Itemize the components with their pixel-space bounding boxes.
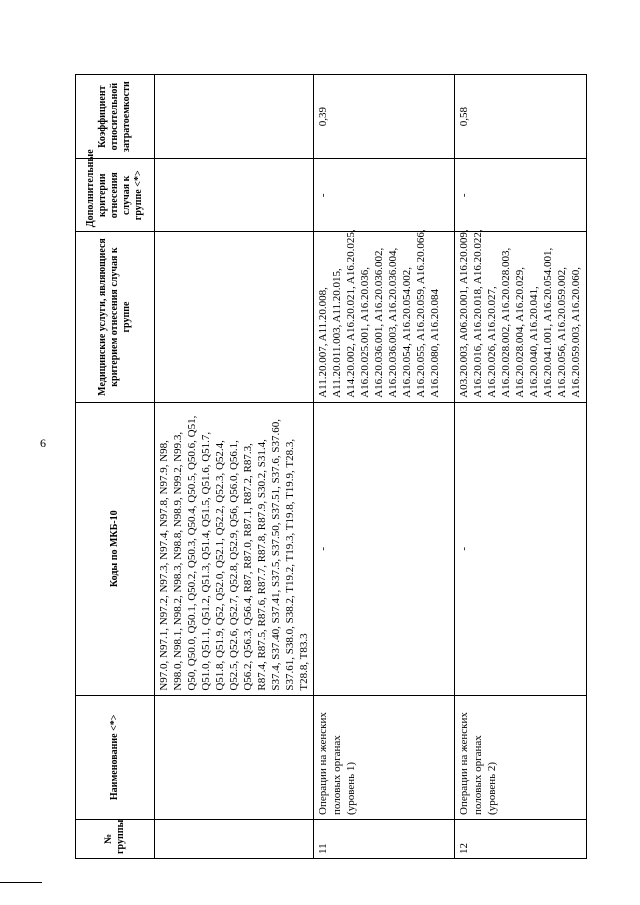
footnote-separator	[0, 882, 42, 883]
service-line: A16.20.036.003, A16.20.036.004,	[387, 247, 399, 398]
mkb-line: Q56.2, Q56.3, Q56.4, R87, R87.0, R87.1, R87.2, R87.3,	[242, 443, 254, 691]
row-extra-criteria	[155, 159, 314, 232]
service-line: A16.20.041.001, A16.20.054.001,	[542, 247, 554, 398]
mkb-line: Q52.5, Q52.6, Q52.7, Q52.8, Q52.9, Q56, Q56.0, Q56.1,	[228, 440, 240, 691]
header-medical-services: Медицинские услуги, являющиеся критерием отнесения случая к группе	[76, 232, 155, 403]
service-line: A16.20.055, A16.20.059, A16.20.066,	[415, 229, 427, 398]
service-line: A16.20.056, A16.20.059.002,	[556, 267, 568, 398]
mkb-line: T28.8, T83.3	[298, 633, 310, 691]
row-number: 12	[455, 819, 587, 858]
ksg-table	[75, 74, 587, 859]
row-name: Операции на женских половых органах (уровень 1)	[314, 695, 455, 819]
mkb-line: N98.0, N98.1, N98.2, N98.3, N98.8, N98.9, N99.2, N99.3,	[172, 431, 184, 691]
service-line: A16.20.016, A16.20.018, A16.20.022,	[472, 229, 484, 398]
row-coefficient	[155, 75, 314, 159]
mkb-line: S37.4, S37.40, S37.41, S37.5, S37.50, S37.51, S37.6, S37.60,	[270, 418, 282, 691]
mkb-line: Q50, Q50.0, Q50.1, Q50.2, Q50.3, Q50.4, Q50.5, Q50.6, Q51,	[186, 415, 198, 691]
row-coefficient: 0,39	[314, 75, 455, 159]
row-number	[155, 819, 314, 858]
row-name: Операции на женских половых органах (уровень 2)	[455, 695, 587, 819]
mkb-line: N97.0, N97.1, N97.2, N97.3, N97.4, N97.8, N97.9, N98,	[158, 440, 170, 691]
mkb-line: -	[317, 546, 329, 551]
page-number: 6	[40, 436, 46, 450]
service-line: A16.20.028.004, A16.20.029,	[514, 267, 526, 398]
service-line: A16.20.040, A16.20.041,	[528, 286, 540, 398]
service-line: A16.20.028.002, A16.20.028.003,	[500, 247, 512, 398]
service-line: A11.20.007, A11.20.008,	[317, 287, 329, 398]
row-mkb-codes	[155, 402, 314, 695]
row-mkb-codes	[455, 402, 587, 695]
mkb-line: S37.61, S38.0, S38.2, T19.2, T19.3, T19.8, T19.9, T28.3,	[284, 438, 296, 691]
mkb-line: -	[458, 546, 470, 551]
header-name: Наименование <*>	[76, 695, 155, 819]
service-line: A11.20.011.003, A11.20.015,	[331, 268, 343, 398]
table-header-row	[76, 75, 155, 859]
table-row	[455, 75, 587, 859]
row-services	[155, 232, 314, 403]
service-line: A16.20.026, A16.20.027,	[486, 286, 498, 398]
table-row	[155, 75, 314, 859]
header-group-number: № группы	[76, 819, 155, 858]
rotated-table-wrapper	[75, 74, 580, 859]
mkb-line: Q51.8, Q51.9, Q52, Q52.0, Q52.1, Q52.2, Q52.3, Q52.4,	[214, 440, 226, 691]
row-mkb-codes	[314, 402, 455, 695]
row-name	[155, 695, 314, 819]
mkb-line: Q51.0, Q51.1, Q51.2, Q51.3, Q51.4, Q51.5, Q51.6, Q51.7,	[200, 431, 212, 691]
service-line: A16.20.025.001, A16.20.036,	[359, 267, 371, 398]
row-coefficient: 0,58	[455, 75, 587, 159]
header-mkb-codes: Коды по МКБ-10	[76, 402, 155, 695]
row-extra-criteria: -	[455, 159, 587, 232]
service-line: A16.20.080, A16.20.084	[429, 289, 441, 398]
service-line: A16.20.054, A16.20.054.002,	[401, 267, 413, 398]
service-line: A14.20.002, A16.20.021, A16.20.025,	[345, 229, 357, 398]
service-line: A03.20.003, A06.20.001, A16.20.009,	[458, 229, 470, 398]
table-row	[314, 75, 455, 859]
service-line: A16.20.036.001, A16.20.036.002,	[373, 247, 385, 398]
row-extra-criteria: -	[314, 159, 455, 232]
header-coefficient: Коэффициент относительной затратоемкости	[76, 75, 155, 159]
row-services	[314, 229, 455, 403]
service-line: A16.20.059.003, A16.20.060,	[570, 267, 582, 398]
mkb-line: R87.4, R87.5, R87.6, R87.7, R87.8, R87.9, S30.2, S31.4,	[256, 439, 268, 691]
row-number: 11	[314, 819, 455, 858]
row-services	[455, 229, 587, 403]
header-extra-criteria: Дополнительные критерии отнесения случая к группе <*>	[76, 159, 155, 232]
